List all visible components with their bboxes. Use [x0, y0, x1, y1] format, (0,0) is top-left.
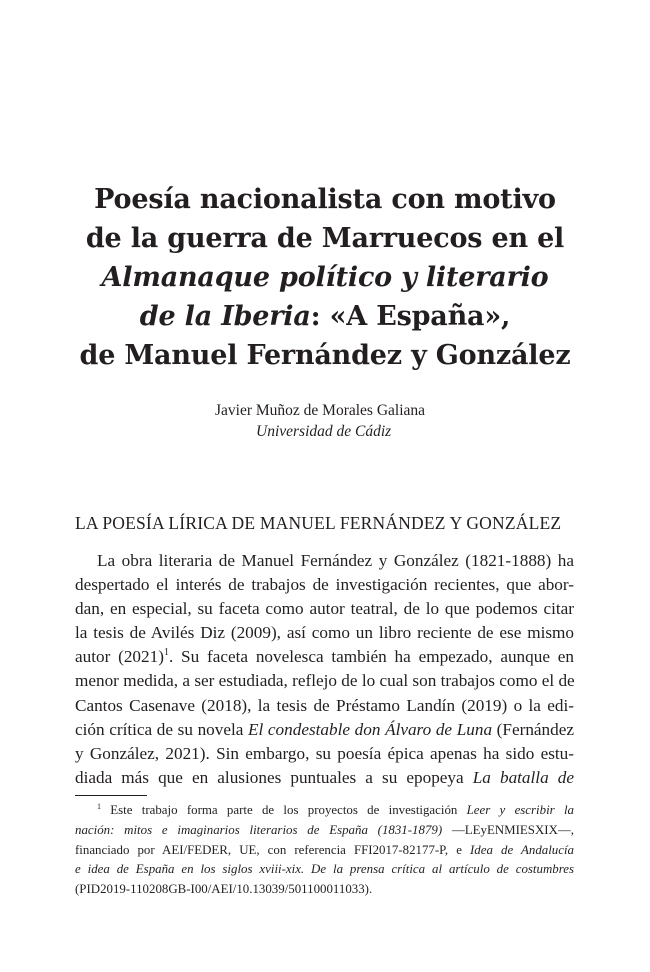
title-fragment: : «A España», — [310, 301, 511, 332]
body-line: Cantos Casenave (2018), la tesis de Préstamo Landín (2019) o la edi- — [75, 695, 574, 715]
section-heading: LA POESÍA LÍRICA DE MANUEL FERNÁNDEZ Y GONZÁLEZ — [75, 513, 562, 533]
body-paragraph — [75, 549, 574, 790]
article-title — [70, 180, 580, 375]
title-line: de la guerra de Marruecos en el — [85, 223, 565, 254]
footnote-fragment: Este trabajo forma parte de los proyectos de investigación — [101, 803, 467, 817]
author-block — [0, 400, 650, 442]
project-title: Leer y escribir la — [466, 803, 574, 817]
author-affiliation: Universidad de Cádiz — [256, 423, 392, 440]
book-title: La batalla de — [472, 767, 574, 787]
body-line: despertado el interés de trabajos de investigación recientes, que abor- — [75, 575, 574, 595]
project-title: Idea de Andalucía — [470, 842, 574, 857]
title-line: Poesía nacionalista con motivo — [94, 184, 556, 215]
body-fragment: diada más que en alusiones puntuales a su epopeya — [75, 767, 473, 787]
body-line — [75, 766, 574, 790]
footnote-line — [75, 801, 574, 821]
author-name: Javier Muñoz de Morales Galiana — [215, 402, 426, 419]
footnote-fragment: —LEyENMIESXIX—, — [442, 822, 575, 837]
body-fragment: ción crítica de su novela — [75, 719, 249, 739]
body-line: menor medida, a ser estudiada, reflejo de lo cual son trabajos como el de — [75, 671, 575, 691]
project-title: nación: mitos e imaginarios literarios de España (1831-1879) — [75, 822, 443, 837]
title-line-italic: Almanaque político y literario — [101, 262, 549, 293]
title-italic-fragment: de la Iberia — [139, 301, 311, 332]
book-title: El condestable don Álvaro de Luna — [248, 719, 493, 739]
footnote — [75, 801, 574, 900]
body-line — [75, 645, 574, 669]
footnote-line — [75, 821, 574, 841]
title-line — [70, 297, 580, 336]
body-line — [75, 718, 574, 742]
footnote-line — [75, 841, 574, 861]
footnote-separator — [75, 795, 147, 796]
footnote-line: e idea de España en los siglos xviii-xix. De la prensa crítica al artículo de costumbres — [75, 862, 574, 877]
footnote-line: (PID2019-110208GB-I00/AEI/10.13039/501100011033). — [75, 882, 373, 897]
body-line: La obra literaria de Manuel Fernández y González (1821-1888) ha — [97, 551, 574, 570]
footnote-reference[interactable]: 1 — [163, 647, 169, 659]
body-line: la tesis de Avilés Diz (2009), así como un libro reciente de ese mismo — [75, 623, 574, 643]
title-line: de Manuel Fernández y González — [79, 340, 571, 371]
body-fragment: autor (2021) — [75, 647, 164, 667]
body-line: y González, 2021). Sin embargo, su poesía épica apenas ha sido estu- — [75, 743, 574, 763]
footnote-fragment: financiado por AEI/FEDER, UE, con referencia FFI2017-82177-P, e — [75, 842, 471, 857]
body-fragment: (Fernández — [492, 719, 574, 739]
body-fragment: . Su faceta novelesca también ha empezado, aunque en — [168, 647, 574, 667]
body-line: dan, en especial, su faceta como autor teatral, de lo que podemos citar — [75, 599, 574, 619]
footnote-marker: 1 — [97, 802, 101, 811]
